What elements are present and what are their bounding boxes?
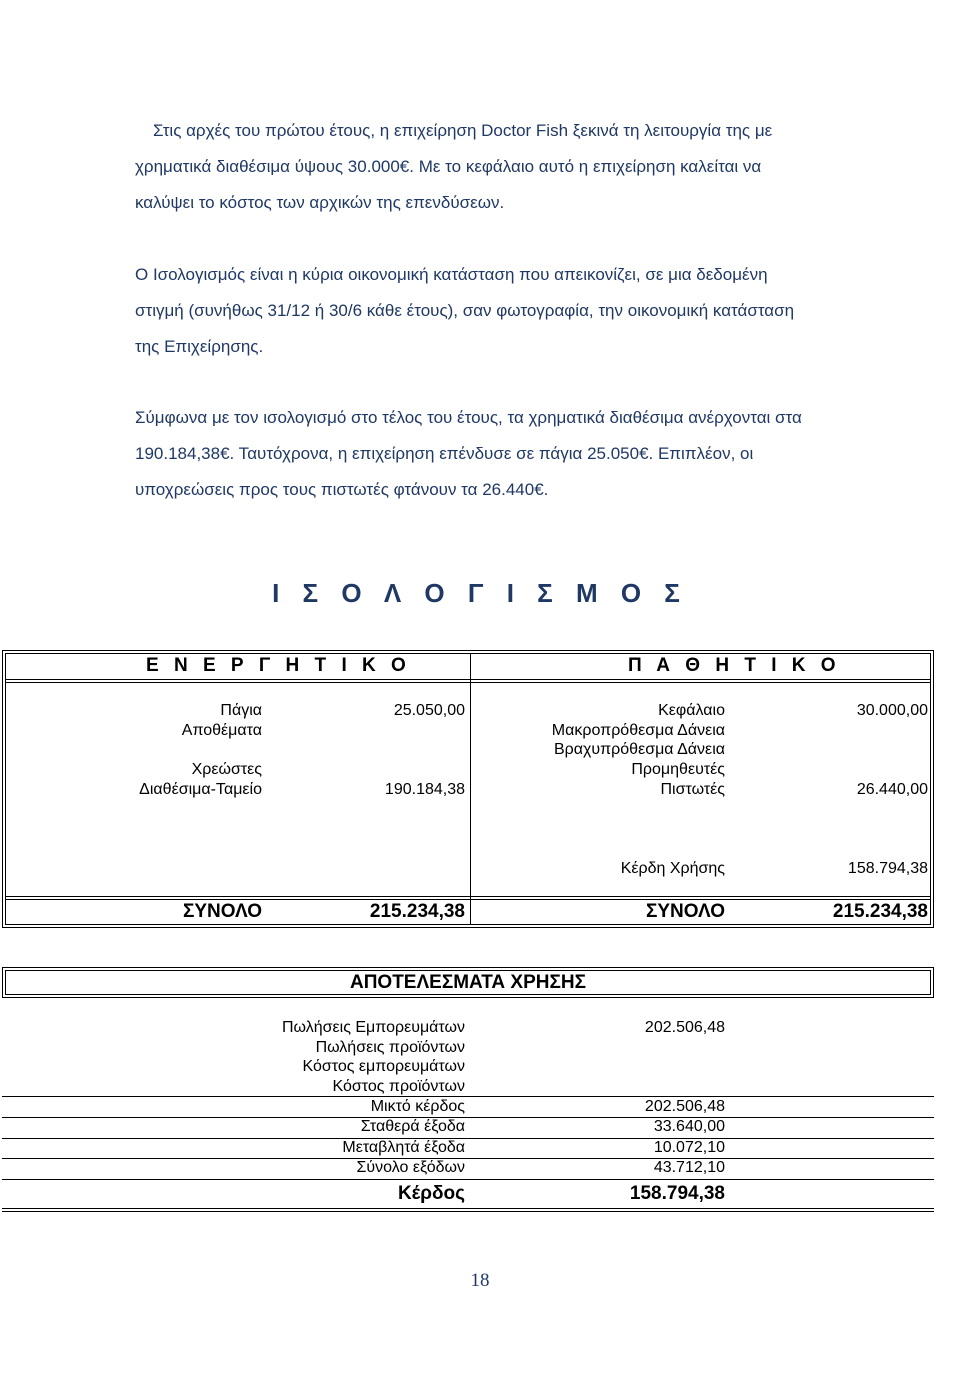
result-label: Σταθερά έξοδα <box>360 1118 465 1135</box>
liability-value: 30.000,00 <box>856 702 928 719</box>
liability-label: Πιστωτές <box>660 781 725 798</box>
asset-label: Διαθέσιμα-Ταμείο <box>139 781 262 798</box>
asset-label: Πάγια <box>220 702 262 719</box>
result-label: Σύνολο εξόδων <box>356 1159 465 1176</box>
intro-paragraph: Στις αρχές του πρώτου έτους, η επιχείρηση Doctor Fish ξεκινά τη λειτουργία της με χρηματικά διαθέσιμα ύψους 30.000€. Με το κεφάλαιο αυτό η επιχείρηση καλείται να καλύψει το κόστος των αρχικών της επενδύσεων. <box>135 121 773 212</box>
liability-label: Κέρδη Χρήσης <box>620 860 725 877</box>
result-label: Μικτό κέρδος <box>370 1098 465 1115</box>
asset-label: Αποθέματα <box>181 722 262 739</box>
balance-sheet-table <box>2 650 934 928</box>
liability-value: 26.440,00 <box>856 781 928 798</box>
result-label: Κόστος προϊόντων <box>332 1078 465 1095</box>
liability-value: 158.794,38 <box>847 860 928 877</box>
result-value: 202.506,48 <box>644 1098 725 1115</box>
liability-label: Κεφάλαιο <box>658 702 725 719</box>
year-end-summary-paragraph: Σύμφωνα με τον ισολογισμό στο τέλος του έτους, τα χρηματικά διαθέσιμα ανέρχονται στα 190.184,38€. Ταυτόχρονα, η επιχείρηση επένδυσε σε πάγια 25.050€. Επιπλέον, οι υποχρεώσεις προς τους πιστωτές φτάνουν τα 26.440€. <box>135 408 802 499</box>
assets-total-label: ΣΥΝΟΛΟ <box>182 901 262 922</box>
profit-label: Κέρδος <box>397 1183 465 1204</box>
liabilities-header: Π Α Θ Η Τ Ι Κ Ο <box>628 655 841 676</box>
result-value: 43.712,10 <box>653 1159 725 1176</box>
balance-sheet-definition-paragraph: Ο Ισολογισμός είναι η κύρια οικονομική κατάσταση που απεικονίζει, σε μια δεδομένη στιγμή (συνήθως 31/12 ή 30/6 κάθε έτους), σαν φωτογραφία, την οικονομική κατάσταση της Επιχείρησης. <box>135 265 795 356</box>
asset-value: 25.050,00 <box>393 702 465 719</box>
result-label: Πωλήσεις προϊόντων <box>315 1039 465 1056</box>
result-label: Πωλήσεις Εμπορευμάτων <box>282 1019 465 1036</box>
results-table <box>2 967 934 1213</box>
liability-label: Μακροπρόθεσμα Δάνεια <box>551 722 725 739</box>
profit-value: 158.794,38 <box>629 1183 725 1204</box>
liabilities-total-value: 215.234,38 <box>832 901 928 922</box>
result-label: Μεταβλητά έξοδα <box>342 1139 465 1156</box>
liability-label: Βραχυπρόθεσμα Δάνεια <box>553 741 725 758</box>
result-label: Κόστος εμπορευμάτων <box>302 1058 465 1075</box>
assets-total-value: 215.234,38 <box>369 901 465 922</box>
asset-label: Χρεώστες <box>191 761 262 778</box>
assets-header: Ε Ν Ε Ρ Γ Η Τ Ι Κ Ο <box>146 655 411 676</box>
result-value: 10.072,10 <box>653 1139 725 1156</box>
page-number: 18 <box>470 1270 490 1291</box>
liability-label: Προμηθευτές <box>631 761 725 778</box>
result-value: 33.640,00 <box>653 1118 725 1135</box>
liabilities-total-label: ΣΥΝΟΛΟ <box>645 901 725 922</box>
asset-value: 190.184,38 <box>384 781 465 798</box>
result-value: 202.506,48 <box>644 1019 725 1036</box>
balance-sheet-title: Ι Σ Ο Λ Ο Γ Ι Σ Μ Ο Σ <box>272 578 688 608</box>
results-title: ΑΠΟΤΕΛΕΣΜΑΤΑ ΧΡΗΣΗΣ <box>349 972 586 993</box>
